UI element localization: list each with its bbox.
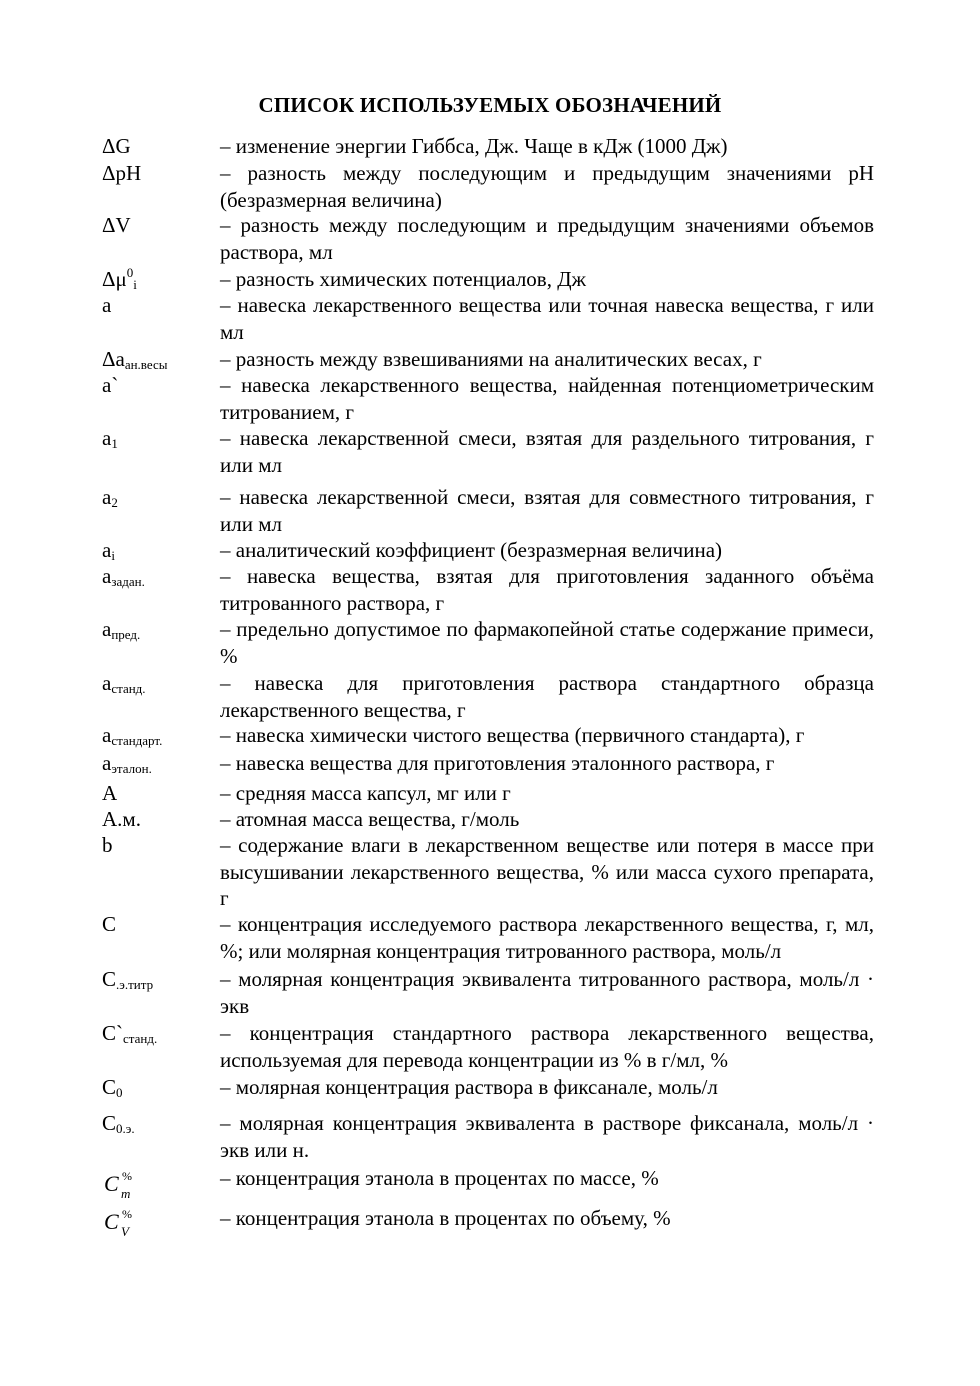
symbol [102,346,167,372]
symbol-subscript: стандарт. [111,733,163,748]
symbol: ΔG [102,134,131,158]
symbol-subscript: станд. [111,681,146,696]
definition: – молярная концентрация эквивалента в растворе фиксанала, моль/л · экв или н. [220,1111,874,1162]
symbol-base: a [102,671,112,695]
symbol-base: a [102,485,112,509]
symbol [104,1169,132,1201]
symbol-superscript: 0 [126,265,134,280]
symbol: А.м. [102,807,141,831]
definition: – навеска вещества, взятая для приготовления заданного объёма титрованного раствора, г [220,564,874,615]
symbol-subscript: задан. [111,574,145,589]
symbol [102,266,137,292]
symbol-subscript: i [111,548,115,563]
symbol: C [102,912,117,936]
symbol: b [102,833,113,857]
symbol-subscript: m [121,1186,131,1201]
symbol-subscript: .э.титр [116,977,154,992]
definition: – молярная концентрация раствора в фиксанале, моль/л [220,1075,718,1099]
symbol: ΔV [102,213,131,237]
symbol-subscript: 0.э. [116,1121,135,1136]
symbol-base: C` [102,1021,123,1045]
symbol-subscript: ан.весы [124,357,168,372]
symbol-subscript: i [133,277,137,292]
symbol [102,1020,157,1046]
symbol-base: C [104,1209,119,1234]
symbol-base: Δa [102,347,125,371]
definition: – навеска вещества для приготовления эталонного раствора, г [220,751,775,775]
symbol-base: a [102,723,112,747]
symbol-subscript: 0 [116,1085,123,1100]
definition: – навеска лекарственного вещества или точная навеска вещества, г или мл [220,293,874,344]
symbol [102,537,115,563]
symbol-subscript: эталон. [111,761,152,776]
definition: – разность между последующим и предыдущим значениями pH (безразмерная величина) [220,161,874,212]
definition: – навеска для приготовления раствора стандартного образца лекарственного вещества, г [220,671,874,722]
definition: – средняя масса капсул, мг или г [220,781,511,805]
definition: – разность химических потенциалов, Дж [220,267,587,291]
symbol [102,484,118,510]
definition: – навеска лекарственного вещества, найденная потенциометрическим титрованием, г [220,373,874,424]
symbol-base: a [102,426,112,450]
definition: – молярная концентрация эквивалента титрованного раствора, моль/л · экв [220,967,874,1018]
definition: – концентрация этанола в процентах по объему, % [220,1206,671,1230]
symbol [102,722,162,748]
symbol [102,563,145,589]
symbol: a [102,293,112,317]
symbol-base: Δμ [102,267,127,291]
symbol-superscript: % [122,1207,132,1221]
symbol-base: C [102,1075,117,1099]
symbol: A [102,781,118,805]
symbol-subscript: пред. [111,627,141,642]
symbol-subscript: 1 [111,436,118,451]
symbol-subscript: V [121,1224,129,1239]
definition: – навеска химически чистого вещества (первичного стандарта), г [220,723,805,747]
symbol-base: C [102,967,117,991]
definition: – предельно допустимое по фармакопейной статье содержание примеси, % [220,617,874,668]
symbol [102,425,118,451]
symbol-superscript: % [122,1169,132,1183]
definition: – разность между последующим и предыдущим значениями объемов раствора, мл [220,213,874,264]
definition: – изменение энергии Гиббса, Дж. Чаще в кДж (1000 Дж) [220,134,728,158]
symbol-base: C [102,1111,117,1135]
symbol [102,966,153,992]
page-title: СПИСОК ИСПОЛЬЗУЕМЫХ ОБОЗНАЧЕНИЙ [258,93,722,117]
definition: – аналитический коэффициент (безразмерная величина) [220,538,723,562]
symbol-base: a [102,538,112,562]
definition: – концентрация исследуемого раствора лекарственного вещества, г, мл, %; или молярная концентрация титрованного раствора, моль/л [220,912,874,963]
definition: – атомная масса вещества, г/моль [220,807,520,831]
symbol-subscript: 2 [111,495,118,510]
definition: – навеска лекарственной смеси, взятая для раздельного титрования, г или мл [220,426,874,477]
symbol [104,1207,132,1239]
definition: – концентрация этанола в процентах по массе, % [220,1166,659,1190]
symbol-base: a [102,617,112,641]
definition: – концентрация стандартного раствора лекарственного вещества, используемая для перевода концентрации из % в г/мл, % [220,1021,874,1072]
symbol-base: C [104,1171,119,1196]
symbol: ΔpH [102,161,142,185]
symbol-base: a [102,751,112,775]
symbol-base: a [102,564,112,588]
symbol [102,616,140,642]
symbol [102,750,152,776]
definition: – навеска лекарственной смеси, взятая для совместного титрования, г или мл [220,485,874,536]
definition: – содержание влаги в лекарственном веществе или потеря в массе при высушивании лекарственного вещества, % или масса сухого препарата, г [220,833,874,910]
symbol-subscript: станд. [123,1031,158,1046]
symbol: a` [102,373,119,397]
definition: – разность между взвешиваниями на аналитических весах, г [220,347,762,371]
symbol [102,1074,123,1100]
symbol [102,670,146,696]
symbol [102,1110,135,1136]
